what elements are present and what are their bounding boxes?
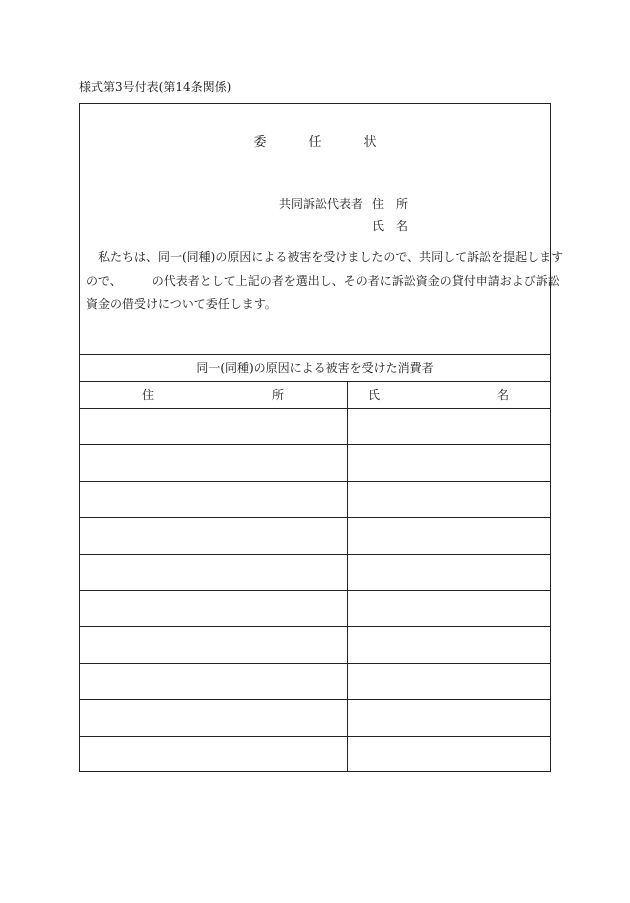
table-row-divider xyxy=(80,663,550,664)
table-column-divider xyxy=(347,381,348,771)
table-row-divider xyxy=(80,517,550,518)
title-char: 状 xyxy=(363,135,377,150)
name-column-header: 名 xyxy=(497,388,510,402)
table-title-divider xyxy=(80,381,550,382)
body-text-line: 資金の借受けについて委任します。 xyxy=(86,297,277,311)
name-column-header: 氏 xyxy=(368,388,381,402)
table-row-divider xyxy=(80,590,550,591)
address-column-header: 住 xyxy=(142,388,155,402)
table-row-divider xyxy=(80,554,550,555)
table-row-divider xyxy=(80,481,550,482)
body-text-line: ので、 の代表者として上記の者を選出し、その者に訴訟資金の貸付申請および訴訟 xyxy=(86,274,560,288)
table-row-divider xyxy=(80,626,550,627)
consumers-table-title: 同一(同種)の原因による被害を受けた消費者 xyxy=(196,361,434,375)
form-number-label: 様式第3号付表(第14条関係) xyxy=(79,80,232,94)
representative-address-label: 住 所 xyxy=(372,197,409,211)
table-header-divider xyxy=(80,408,550,409)
power-of-attorney-frame xyxy=(79,103,564,772)
section-divider xyxy=(80,354,550,355)
table-row-divider xyxy=(80,444,550,445)
body-text-line: 私たちは、同一(同種)の原因による被害を受けましたので、共同して訴訟を提起します xyxy=(86,250,564,264)
table-row-divider xyxy=(80,699,550,700)
representative-name-label: 氏 名 xyxy=(372,219,409,233)
document-title xyxy=(80,134,550,152)
title-char: 任 xyxy=(308,135,322,150)
representative-label: 共同訴訟代表者 xyxy=(279,197,364,211)
title-char: 委 xyxy=(253,135,267,150)
address-column-header: 所 xyxy=(272,388,285,402)
table-row-divider xyxy=(80,736,550,737)
